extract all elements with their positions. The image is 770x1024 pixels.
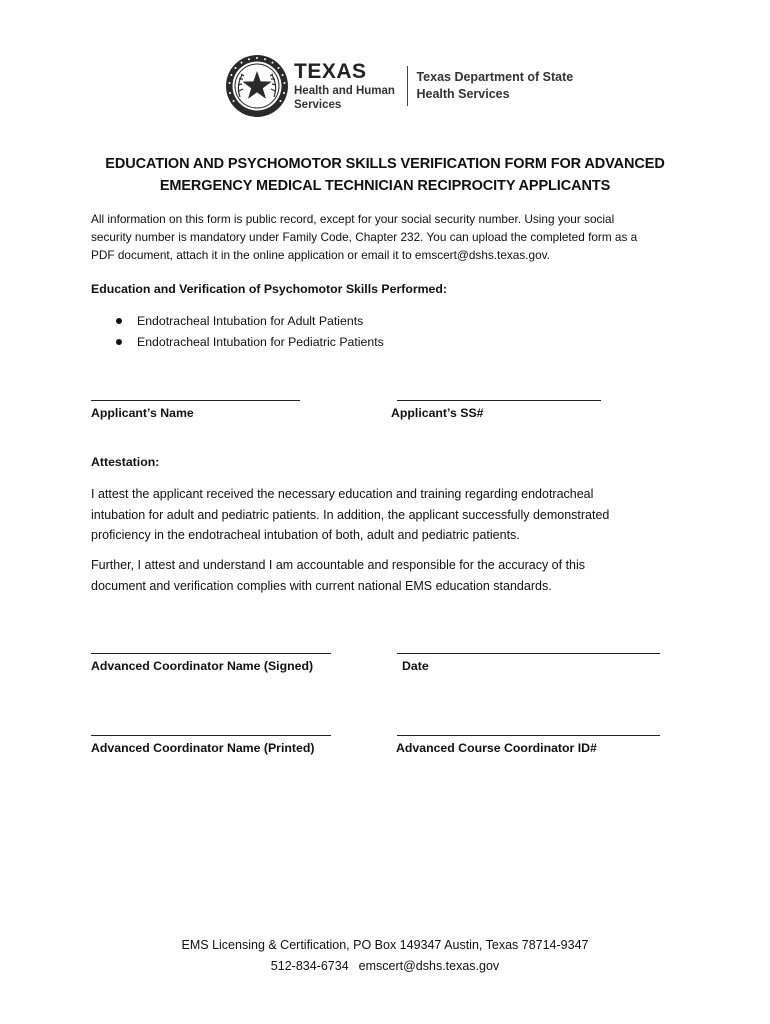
- intro-line3: PDF document, attach it in the online application or email it to emscert@dshs.texas.gov.: [91, 248, 550, 262]
- coordinator-id-label: Advanced Course Coordinator ID#: [396, 741, 597, 755]
- applicant-name-label: Applicant’s Name: [91, 406, 194, 420]
- attestation-p1-line3: proficiency in the endotracheal intubation of both, adult and pediatric patients.: [91, 528, 520, 542]
- logo-hhs-line2: Services: [294, 98, 342, 111]
- footer-phone: 512-834-6734: [270, 959, 349, 973]
- footer-address: EMS Licensing & Certification, PO Box 149347 Austin, Texas 78714-9347: [181, 938, 589, 952]
- attestation-paragraph-2: [91, 555, 691, 596]
- form-title: [40, 153, 730, 197]
- logo-divider: [407, 66, 409, 106]
- skills-item-pediatric: Endotracheal Intubation for Pediatric Patients: [113, 332, 384, 353]
- logo-dshs-line1: Texas Department of State: [416, 70, 574, 84]
- logo-texas-word: TEXAS: [294, 59, 367, 83]
- attestation-p2-line1: Further, I attest and understand I am accountable and responsible for the accuracy of this: [91, 558, 586, 572]
- footer-email[interactable]: emscert@dshs.texas.gov: [358, 959, 500, 973]
- form-title-line2: EMERGENCY MEDICAL TECHNICIAN RECIPROCITY APPLICANTS: [159, 178, 611, 194]
- intro-paragraph: [91, 210, 691, 264]
- date-label: Date: [402, 659, 429, 673]
- attestation-p2-line2: document and verification complies with current national EMS education standards.: [91, 578, 552, 593]
- intro-line1: All information on this form is public record, except for your social security number. Using your social: [91, 212, 615, 226]
- coordinator-printed-label: Advanced Coordinator Name (Printed): [91, 741, 315, 755]
- footer: [0, 935, 770, 977]
- footer-contact: [0, 956, 770, 977]
- hhs-logo-text: [294, 61, 395, 112]
- texas-seal-icon: [224, 53, 290, 119]
- attestation-heading: Attestation:: [91, 455, 160, 469]
- coordinator-signed-line[interactable]: [91, 653, 331, 654]
- logo-hhs-line1: Health and Human: [294, 84, 395, 97]
- form-title-line1: EDUCATION AND PSYCHOMOTOR SKILLS VERIFICATION FORM FOR ADVANCED: [105, 156, 665, 172]
- applicant-name-line[interactable]: [91, 400, 300, 401]
- skills-list: [113, 311, 384, 353]
- dshs-logo-text: [416, 69, 573, 103]
- coordinator-signed-label: Advanced Coordinator Name (Signed): [91, 659, 314, 673]
- logo-dshs-line2: Health Services: [416, 87, 510, 101]
- applicant-ss-label: Applicant’s SS#: [391, 406, 484, 420]
- applicant-ss-line[interactable]: [397, 400, 601, 401]
- date-line[interactable]: [397, 653, 660, 654]
- attestation-p1-line2: intubation for adult and pediatric patients. In addition, the applicant successfully demonstrated: [91, 507, 610, 522]
- header-logo: [224, 50, 573, 122]
- attestation-p1-line1: I attest the applicant received the necessary education and training regarding endotracheal: [91, 487, 594, 501]
- intro-line2: security number is mandatory under Family Code, Chapter 232. You can upload the completed form as a: [91, 230, 638, 244]
- skills-item-adult: Endotracheal Intubation for Adult Patients: [113, 311, 384, 332]
- attestation-paragraph-1: [91, 484, 691, 546]
- coordinator-id-line[interactable]: [397, 735, 660, 736]
- skills-heading: Education and Verification of Psychomotor Skills Performed:: [91, 282, 447, 296]
- coordinator-printed-line[interactable]: [91, 735, 331, 736]
